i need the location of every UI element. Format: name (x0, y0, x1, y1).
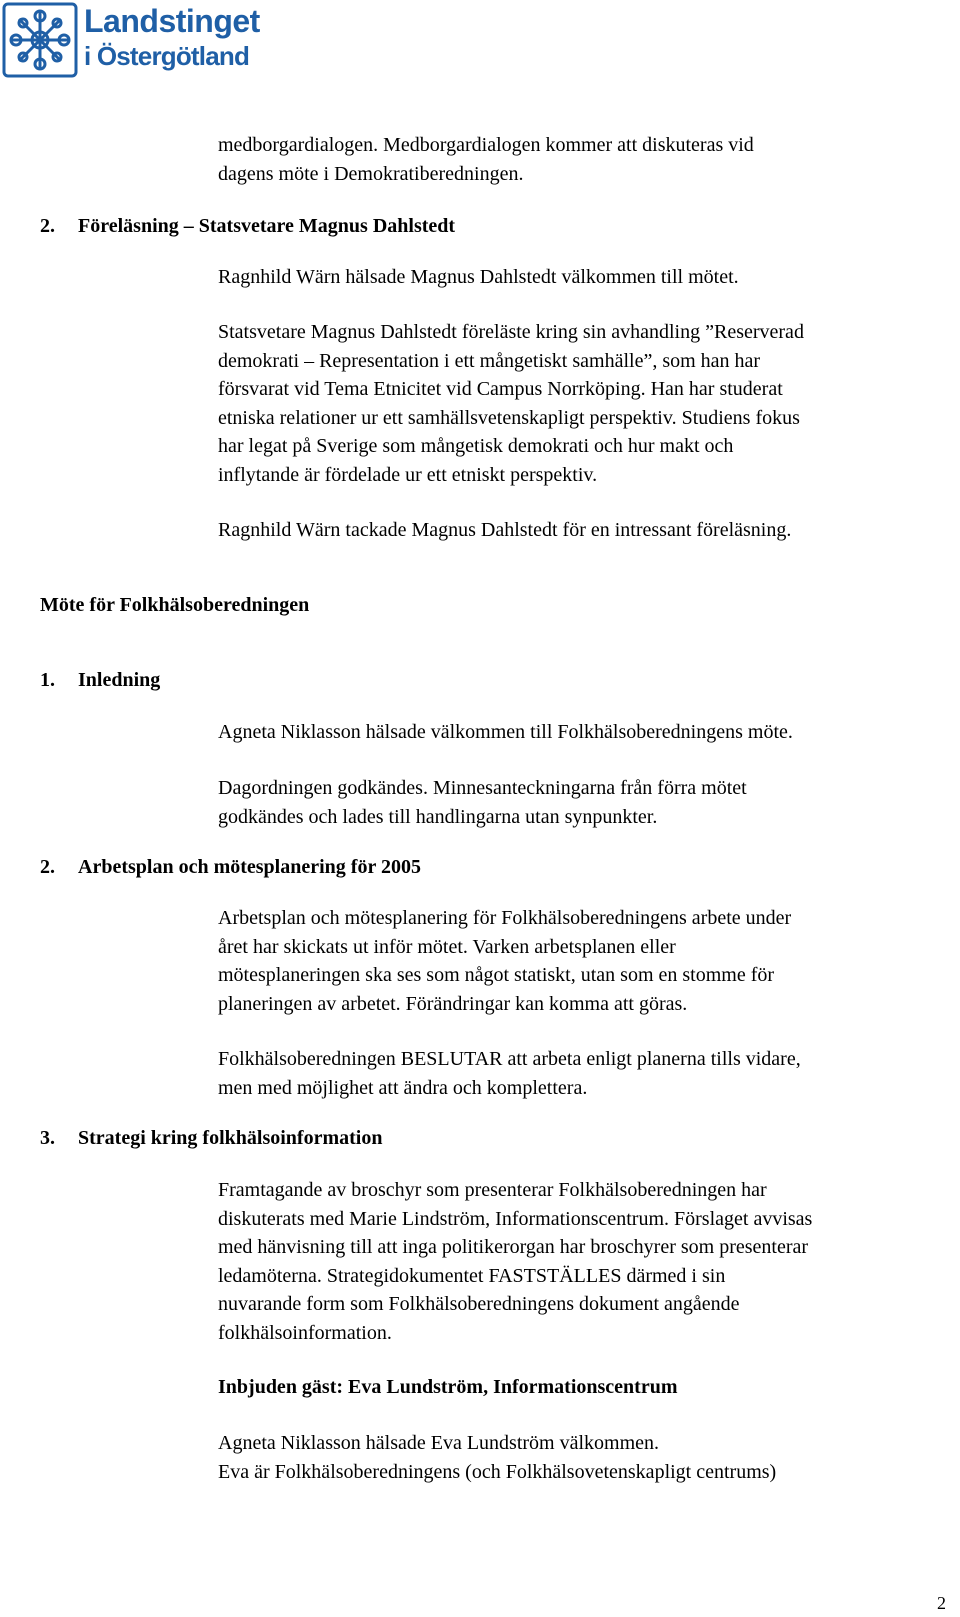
page-number: 2 (937, 1593, 946, 1613)
agenda-item-2-heading (40, 212, 455, 240)
text-line: ledamöterna. Strategidokumentet FASTSTÄLLES därmed i sin (218, 1264, 726, 1287)
intro-paragraph (218, 131, 918, 188)
text-line: Framtagande av broschyr som presenterar Folkhälsoberedningen har (218, 1179, 767, 1201)
text-line: Folkhälsoberedningen BESLUTAR att arbeta enligt planerna tills vidare, (218, 1048, 801, 1070)
logo-wordmark-line2: i Östergötland (84, 41, 250, 71)
text-line: diskuterats med Marie Lindström, Informationscentrum. Förslaget avvisas (218, 1207, 813, 1230)
text-line: Dagordningen godkändes. Minnesanteckningarna från förra mötet (218, 777, 747, 799)
paragraph (218, 904, 918, 1018)
lecture-paragraph (218, 318, 918, 489)
paragraph: Ragnhild Wärn hälsade Magnus Dahlstedt välkommen till mötet. (218, 266, 739, 288)
snowflake-emblem-icon (2, 2, 78, 78)
text-line: Arbetsplan och mötesplanering för Folkhälsoberedningens arbete under (218, 907, 792, 929)
text-line: Statsvetare Magnus Dahlstedt föreläste kring sin avhandling ”Reserverad (218, 321, 804, 343)
text-line: mötesplaneringen ska ses som något statiskt, utan som en stomme för (218, 964, 775, 986)
paragraph: Ragnhild Wärn tackade Magnus Dahlstedt för en intressant föreläsning. (218, 519, 792, 541)
item-number: 2. (40, 215, 55, 237)
paragraph: Agneta Niklasson hälsade välkommen till Folkhälsoberedningens möte. (218, 721, 793, 743)
text-line: demokrati – Representation i ett mångetiskt samhälle”, som han har (218, 349, 761, 372)
text-line: året har skickats ut inför mötet. Varken arbetsplanen eller (218, 935, 676, 958)
text-line: Eva är Folkhälsoberedningens (och Folkhälsovetenskapligt centrums) (218, 1460, 777, 1483)
text-line: etniska relationer ur ett samhällsvetenskapligt perspektiv. Studiens fokus (218, 406, 800, 429)
landstinget-logo (2, 2, 302, 78)
guest-heading: Inbjuden gäst: Eva Lundström, Informationscentrum (218, 1376, 678, 1398)
item-number: 1. (40, 669, 55, 691)
section-title: Möte för Folkhälsoberedningen (40, 594, 310, 616)
item-number: 3. (40, 1127, 55, 1149)
text-line: med hänvisning till att inga politikerorgan har broschyrer som presenterar (218, 1236, 809, 1258)
text-line: folkhälsoinformation. (218, 1321, 392, 1344)
paragraph (218, 774, 918, 831)
item-title: Inledning (78, 669, 161, 691)
agenda-item-3-heading (40, 1124, 382, 1152)
text-line: nuvarande form som Folkhälsoberedningens dokument angående (218, 1293, 740, 1315)
agenda-item-1-heading (40, 666, 160, 694)
agenda-item-2-heading (40, 853, 421, 881)
paragraph (218, 1176, 918, 1347)
text-line: planeringen av arbetet. Förändringar kan komma att göras. (218, 992, 688, 1015)
item-number: 2. (40, 856, 55, 878)
item-title: Arbetsplan och mötesplanering för 2005 (78, 856, 421, 878)
text-line: godkändes och lades till handlingarna utan synpunkter. (218, 805, 658, 828)
paragraph (218, 1429, 918, 1486)
decision-paragraph (218, 1045, 918, 1102)
item-title: Strategi kring folkhälsoinformation (78, 1127, 383, 1149)
item-title: Föreläsning – Statsvetare Magnus Dahlstedt (78, 215, 456, 237)
text-line: har legat på Sverige som mångetisk demokrati och hur makt och (218, 435, 734, 457)
logo-wordmark-line1: Landstinget (84, 3, 260, 39)
text-line: men med möjlighet att ändra och komplettera. (218, 1076, 588, 1099)
text-line: Agneta Niklasson hälsade Eva Lundström välkommen. (218, 1432, 660, 1454)
text-line: dagens möte i Demokratiberedningen. (218, 162, 524, 185)
text-line: medborgardialogen. Medborgardialogen kommer att diskuteras vid (218, 134, 754, 156)
text-line: inflytande är fördelade ur ett etniskt perspektiv. (218, 463, 598, 486)
text-line: försvarat vid Tema Etnicitet vid Campus Norrköping. Han har studerat (218, 378, 783, 400)
